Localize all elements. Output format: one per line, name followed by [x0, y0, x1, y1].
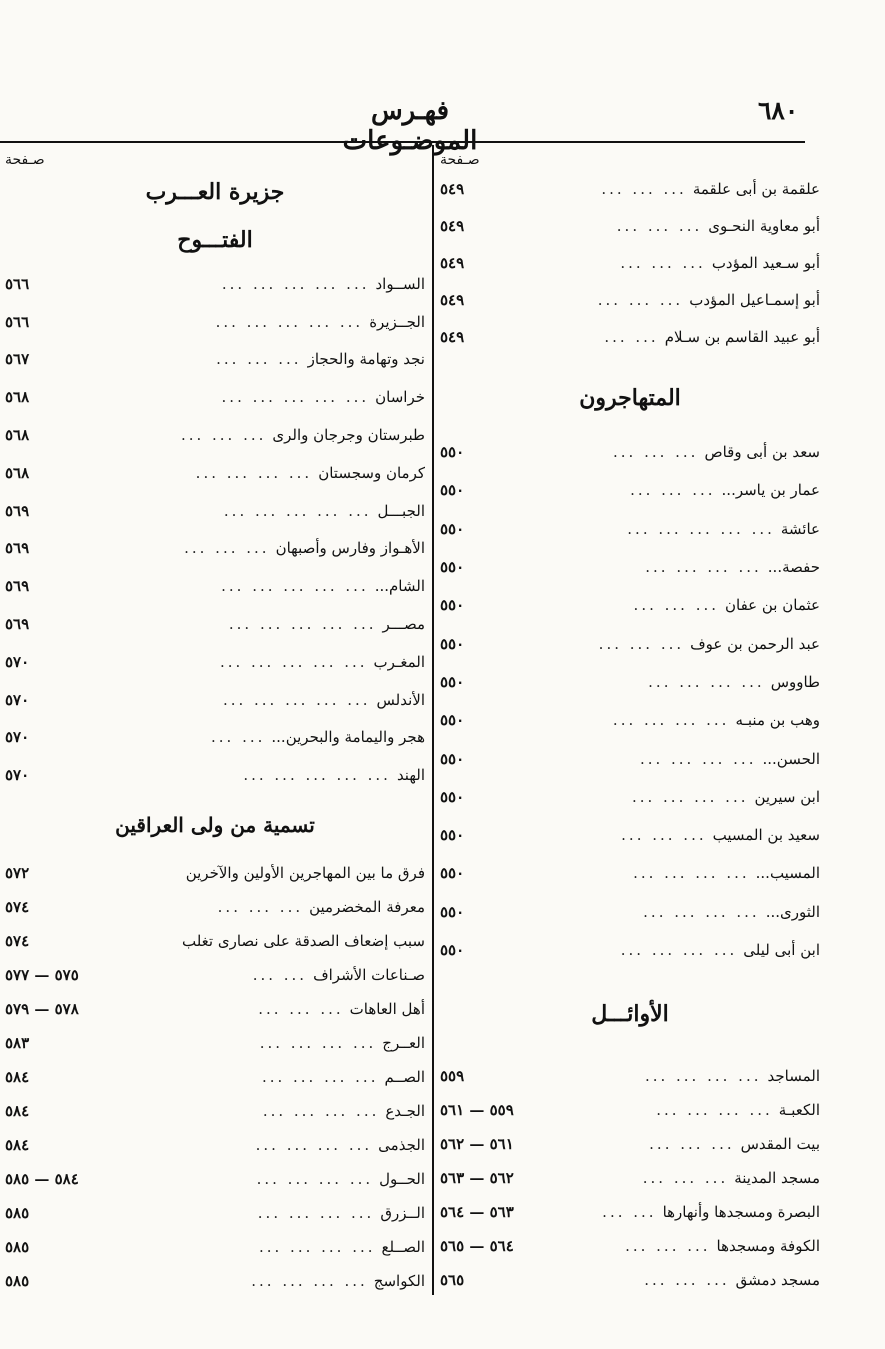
- entry-page: ٥٦٦: [5, 312, 30, 331]
- index-entry: [440, 1127, 820, 1161]
- dot-leader: ... ... ...: [613, 443, 699, 462]
- index-entry: [440, 1195, 820, 1229]
- entry-title: الجـدع: [385, 1102, 425, 1121]
- section-title-tasmiya: تسمية من ولى العراقين: [115, 813, 315, 838]
- dot-leader: ... ... ...: [616, 216, 703, 235]
- entry-title: سعيد بن المسيب: [712, 826, 820, 845]
- entry-title: أبو إسمـاعيل المؤدب: [689, 290, 820, 309]
- entry-title: عائشة: [780, 519, 820, 538]
- dot-leader: ... ... ... ... ...: [627, 519, 775, 538]
- entry-title: عثمان بن عفان: [725, 596, 820, 615]
- entry-title: كرمان وسجستان: [318, 463, 425, 482]
- index-entry: [5, 856, 425, 890]
- entry-page: ٥٥٠: [440, 596, 465, 615]
- entry-page: ٥٨٤ — ٥٨٥: [5, 1170, 79, 1189]
- entry-title: عمار بن ياسر...: [721, 481, 820, 500]
- entry-page: ٥٤٩: [440, 216, 465, 235]
- index-entry: [440, 1093, 820, 1127]
- entry-page: ٥٥٠: [440, 749, 465, 768]
- entry-page: ٥٧٥ — ٥٧٧: [5, 966, 79, 985]
- entry-page: ٥٥٠: [440, 826, 465, 845]
- entry-title: الحــول: [379, 1170, 425, 1189]
- index-entry: [5, 1094, 425, 1128]
- entry-title: المغـرب: [373, 652, 425, 671]
- entry-page: ٥٤٩: [440, 290, 465, 309]
- entry-title: مسجد المدينة: [734, 1169, 820, 1188]
- entry-page: ٥٧٠: [5, 690, 30, 709]
- index-entry: [5, 303, 425, 341]
- entry-title: هجر واليمامة والبحرين...: [271, 728, 425, 747]
- dot-leader: ... ... ... ... ...: [222, 690, 371, 709]
- dot-leader: ... ... ...: [620, 253, 706, 272]
- entry-page: ٥٥٠: [440, 864, 465, 883]
- dot-leader: ... ... ... ...: [643, 902, 760, 921]
- dot-leader: ... ...: [252, 966, 308, 985]
- entry-page: ٥٦٣ — ٥٦٤: [440, 1203, 514, 1222]
- page-label: صـفحة: [440, 152, 480, 168]
- index-entry: [5, 1230, 425, 1264]
- entry-title: ابن أبى ليلى: [743, 941, 820, 959]
- index-entry: [5, 719, 425, 757]
- dot-leader: ... ... ...: [625, 1237, 711, 1256]
- entry-page: ٥٥٠: [440, 634, 465, 653]
- index-entry: [440, 510, 820, 548]
- index-entry: [5, 890, 425, 924]
- dot-leader: ... ... ... ...: [631, 787, 749, 806]
- index-entry: [440, 170, 820, 207]
- dot-leader: ... ... ... ...: [648, 672, 765, 691]
- index-entry: [440, 471, 820, 509]
- entry-page: ٥٧٠: [5, 652, 30, 671]
- entry-title: الكواسج: [373, 1272, 425, 1291]
- index-entry: [5, 454, 425, 492]
- entry-page: ٥٥٠: [440, 443, 465, 462]
- dot-leader: ... ... ... ... ...: [215, 312, 364, 331]
- index-entry: [5, 1162, 425, 1196]
- entry-title: طاووس: [770, 672, 820, 691]
- dot-leader: ... ... ... ...: [258, 1238, 376, 1257]
- entry-title: المساجد: [767, 1067, 820, 1086]
- entry-title: أبو معاوية النحـوى: [708, 216, 820, 235]
- index-entry: [440, 893, 820, 931]
- index-entry: [440, 586, 820, 624]
- entry-title: الجــزيرة: [369, 312, 425, 331]
- entry-title: صـناعات الأشراف: [313, 966, 425, 985]
- index-entry: [440, 1161, 820, 1195]
- entry-page: ٥٧٠: [5, 728, 30, 747]
- entry-title: حفصة...: [767, 558, 820, 577]
- dot-leader: ... ... ... ...: [633, 864, 750, 883]
- entry-title: خراسان: [375, 388, 425, 407]
- entry-title: سبب إضعاف الصدقة على نصارى تغلب: [181, 932, 425, 951]
- dot-leader: ... ...: [604, 327, 659, 346]
- entry-title: الأندلس: [376, 690, 425, 709]
- dot-leader: ... ... ... ...: [259, 1034, 377, 1053]
- entry-title: ابن سيرين: [754, 787, 820, 806]
- entry-page: ٥٥٠: [440, 519, 465, 538]
- section-title-muhajirun: المتهاجرون: [579, 385, 681, 411]
- entry-title: العــرج: [382, 1034, 425, 1053]
- index-entry: [5, 265, 425, 303]
- entry-title: عبد الرحمن بن عوف: [690, 634, 820, 653]
- index-entry: [440, 854, 820, 892]
- index-entry: [5, 341, 425, 379]
- index-entry: [5, 958, 425, 992]
- index-entry: [440, 281, 820, 318]
- dot-leader: ... ... ...: [258, 1000, 344, 1019]
- dot-leader: ... ... ...: [630, 481, 716, 500]
- index-entry: [440, 207, 820, 244]
- dot-leader: ... ... ... ... ...: [221, 274, 370, 293]
- entry-page: ٥٧٤: [5, 898, 30, 917]
- entry-page: ٥٦٩: [5, 577, 30, 596]
- index-entry: [5, 492, 425, 530]
- dot-leader: ... ...: [211, 728, 266, 747]
- dot-leader: ... ... ... ...: [261, 1068, 379, 1087]
- index-entry: [5, 416, 425, 454]
- entry-title: معرفة المخضرمين: [309, 898, 425, 917]
- dot-leader: ... ... ... ... ...: [223, 501, 372, 520]
- entry-title: سعد بن أبى وقاص: [704, 443, 820, 462]
- dot-leader: ... ... ... ...: [620, 941, 738, 959]
- dot-leader: ... ... ...: [180, 426, 267, 445]
- entry-page: ٥٧٠: [5, 766, 30, 785]
- entry-title: وهب بن منبـه: [735, 711, 820, 730]
- index-entry: [440, 433, 820, 471]
- dot-leader: ... ... ...: [216, 350, 302, 369]
- page-number: ٦٨٠: [758, 96, 799, 125]
- dot-leader: ... ...: [602, 1203, 657, 1222]
- entry-page: ٥٦٨: [5, 463, 30, 482]
- index-entry: [5, 1060, 425, 1094]
- index-entry: [440, 318, 820, 355]
- entries-list: [5, 265, 425, 794]
- entry-page: ٥٦٧: [5, 350, 30, 369]
- entry-page: ٥٦٨: [5, 426, 30, 445]
- entry-page: ٥٧٨ — ٥٧٩: [5, 1000, 79, 1019]
- dot-leader: ... ... ...: [597, 290, 684, 309]
- dot-leader: ... ... ... ... ...: [243, 766, 391, 785]
- entry-title: الجبـــل: [377, 501, 425, 520]
- index-entry: [5, 605, 425, 643]
- entry-page: ٥٨٥: [5, 1272, 30, 1291]
- entry-page: ٥٥٠: [440, 902, 465, 921]
- entry-page: ٥٥٩ — ٥٦١: [440, 1101, 514, 1120]
- entry-title: الحسن...: [762, 749, 820, 768]
- entry-title: علقمة بن أبى علقمة: [692, 179, 820, 198]
- index-entry: [440, 739, 820, 777]
- entry-page: ٥٧٤: [5, 932, 30, 951]
- dot-leader: ... ... ...: [642, 1169, 729, 1188]
- header-rule: [0, 141, 805, 143]
- index-entry: [440, 816, 820, 854]
- dot-leader: ... ... ... ...: [256, 1170, 374, 1189]
- entry-page: ٥٦٤ — ٥٦٥: [440, 1237, 514, 1256]
- index-entry: [5, 1264, 425, 1298]
- entry-page: ٥٦٩: [5, 615, 30, 634]
- entry-page: ٥٤٩: [440, 179, 465, 198]
- index-entry: [440, 1229, 820, 1263]
- index-entry: [5, 643, 425, 681]
- index-entry: [440, 624, 820, 662]
- index-entry: [5, 992, 425, 1026]
- entry-title: الــزرق: [380, 1204, 425, 1223]
- entry-title: الشام...: [374, 577, 425, 596]
- index-entry: [440, 931, 820, 969]
- index-entry: [5, 378, 425, 416]
- entry-title: أبو سـعيد المؤدب: [711, 253, 820, 272]
- entry-page: ٥٥٠: [440, 711, 465, 730]
- section-title-jazira: جزيرة العـــرب: [145, 179, 285, 205]
- dot-leader: ... ... ...: [217, 898, 304, 917]
- dot-leader: ... ... ... ...: [262, 1102, 380, 1121]
- entry-title: مصـــر: [382, 615, 425, 634]
- dot-leader: ... ... ... ...: [644, 1067, 762, 1086]
- entry-page: ٥٦٦: [5, 274, 30, 293]
- dot-leader: ... ... ...: [649, 1135, 735, 1154]
- dot-leader: ... ... ... ...: [639, 749, 757, 768]
- entry-page: ٥٥٩: [440, 1067, 465, 1086]
- entries-list: [440, 433, 820, 969]
- index-entry: [5, 530, 425, 568]
- entry-page: ٥٥٠: [440, 672, 465, 691]
- index-entry: [440, 1059, 820, 1093]
- dot-leader: ... ... ... ... ...: [228, 615, 377, 634]
- entry-title: نجد وتهامة والحجاز: [307, 350, 425, 369]
- index-entry: [5, 1026, 425, 1060]
- entry-title: أهل العاهات: [349, 1000, 425, 1019]
- page-title: فهـرس الموضـوعات: [342, 96, 478, 156]
- entry-page: ٥٦٢ — ٥٦٣: [440, 1169, 514, 1188]
- entry-title: الصــم: [384, 1068, 425, 1087]
- entry-page: ٥٦٩: [5, 539, 30, 558]
- index-entry: [440, 701, 820, 739]
- right-column: [440, 150, 820, 1297]
- entry-page: ٥٨٣: [5, 1034, 30, 1053]
- entries-list: [440, 170, 820, 355]
- entry-page: ٥٤٩: [440, 253, 465, 272]
- dot-leader: ... ... ... ...: [251, 1272, 368, 1291]
- dot-leader: ... ... ... ...: [195, 463, 313, 482]
- entry-page: ٥٥٠: [440, 787, 465, 806]
- entry-title: الهند: [396, 766, 425, 785]
- entry-page: ٥٧٢: [5, 864, 30, 883]
- entry-title: المسيب...: [755, 864, 820, 883]
- dot-leader: ... ... ... ...: [257, 1204, 375, 1223]
- entry-page: ٥٨٤: [5, 1136, 30, 1155]
- entry-page: ٥٥٠: [440, 558, 465, 577]
- entry-page: ٥٨٥: [5, 1204, 30, 1223]
- entry-page: ٥٦٩: [5, 501, 30, 520]
- entry-title: الأهـواز وفارس وأصبهان: [275, 539, 425, 558]
- entry-title: الصــلع: [381, 1238, 425, 1257]
- index-entry: [440, 663, 820, 701]
- entries-list: [5, 856, 425, 1298]
- entry-title: الجذمى: [378, 1136, 425, 1155]
- entry-page: ٥٦١ — ٥٦٢: [440, 1135, 514, 1154]
- dot-leader: ... ... ...: [621, 826, 707, 845]
- entry-page: ٥٥٠: [440, 481, 465, 500]
- entry-title: البصرة ومسجدها وأنهارها: [662, 1203, 820, 1222]
- index-entry: [5, 567, 425, 605]
- dot-leader: ... ... ... ... ...: [219, 652, 368, 671]
- entry-page: ٥٤٩: [440, 327, 465, 346]
- index-entry: [5, 681, 425, 719]
- entry-title: فرق ما بين المهاجرين الأولين والآخرين: [185, 864, 425, 883]
- entry-page: ٥٦٨: [5, 388, 30, 407]
- entry-page: ٥٦٥: [440, 1271, 465, 1290]
- index-entry: [5, 1196, 425, 1230]
- index-entry: [5, 924, 425, 958]
- entry-page: ٥٥٠: [440, 941, 465, 959]
- entry-page: ٥٨٤: [5, 1102, 30, 1121]
- dot-leader: ... ... ... ...: [645, 558, 762, 577]
- dot-leader: ... ... ... ... ...: [221, 577, 369, 596]
- page-label: صـفحة: [5, 152, 45, 168]
- entry-page: ٥٨٥: [5, 1238, 30, 1257]
- entry-title: طبرستان وجرجان والرى: [272, 426, 425, 445]
- dot-leader: ... ... ...: [601, 179, 687, 198]
- dot-leader: ... ... ...: [633, 596, 719, 615]
- entry-title: مسجد دمشق: [735, 1271, 820, 1290]
- entry-title: بيت المقدس: [740, 1135, 820, 1154]
- dot-leader: ... ... ... ...: [612, 711, 730, 730]
- dot-leader: ... ... ...: [644, 1271, 730, 1290]
- column-divider: [432, 145, 434, 1295]
- entry-title: الثورى...: [765, 902, 820, 921]
- index-entry: [5, 1128, 425, 1162]
- section-title-awail: الأوائـــل: [591, 1001, 669, 1028]
- entries-list: [440, 1059, 820, 1297]
- index-entry: [5, 756, 425, 794]
- index-entry: [440, 778, 820, 816]
- dot-leader: ... ... ...: [184, 539, 270, 558]
- left-column: [5, 150, 425, 1298]
- entry-title: الســواد: [375, 274, 425, 293]
- entry-title: أبو عبيد القاسم بن سـلام: [664, 327, 820, 346]
- dot-leader: ... ... ... ...: [255, 1136, 373, 1155]
- index-entry: [440, 1263, 820, 1297]
- dot-leader: ... ... ...: [598, 634, 685, 653]
- index-entry: [440, 244, 820, 281]
- dot-leader: ... ... ... ...: [656, 1101, 773, 1120]
- dot-leader: ... ... ... ... ...: [221, 388, 370, 407]
- entry-title: الكعبـة: [778, 1101, 820, 1120]
- entry-title: الكوفة ومسجدها: [716, 1237, 820, 1256]
- entry-page: ٥٨٤: [5, 1068, 30, 1087]
- section-title-futuh: الفتـــوح: [177, 227, 253, 253]
- index-entry: [440, 548, 820, 586]
